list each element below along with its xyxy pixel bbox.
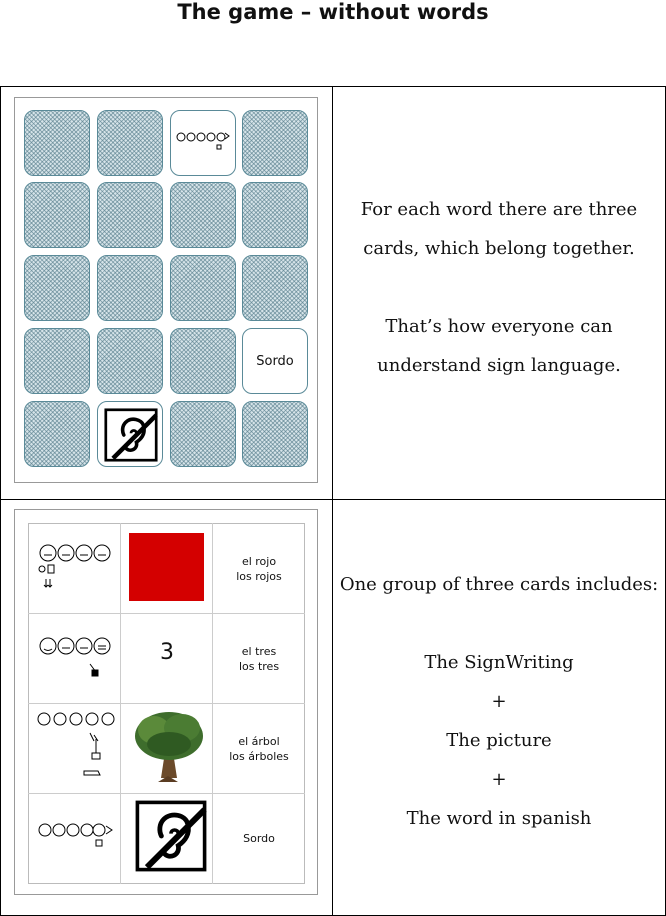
page-title: The game – without words [177, 0, 489, 24]
memory-card[interactable] [242, 255, 308, 321]
word-cell-tres [213, 644, 305, 674]
description-top [334, 190, 664, 385]
memory-card[interactable] [242, 182, 308, 248]
memory-card-word[interactable] [242, 328, 308, 394]
grid-line [28, 703, 305, 704]
word-singular: Sordo [243, 832, 275, 845]
word-singular: el tres [241, 645, 277, 658]
grid-line [28, 793, 305, 794]
description-line: The SignWriting [424, 652, 574, 673]
memory-card[interactable] [97, 328, 163, 394]
word-singular: el árbol [238, 735, 280, 748]
memory-card[interactable] [170, 255, 236, 321]
signwriting-rojo-icon [36, 541, 116, 591]
word-cell-arbol [213, 734, 305, 764]
description-line: The word in spanish [406, 808, 592, 829]
memory-card[interactable] [170, 328, 236, 394]
memory-card-signwriting[interactable] [170, 110, 236, 176]
deaf-symbol-picture-icon [135, 800, 207, 872]
memory-card[interactable] [170, 401, 236, 467]
word-plural: los rojos [236, 570, 282, 583]
number-picture: 3 [160, 640, 174, 665]
signwriting-sordo-icon [36, 822, 116, 852]
signwriting-sordo-icon [171, 111, 235, 175]
memory-card[interactable] [24, 182, 90, 248]
memory-card[interactable] [24, 255, 90, 321]
word-cell-rojo [213, 554, 305, 584]
description-line: For each word there are three [360, 199, 638, 220]
memory-card[interactable] [24, 401, 90, 467]
word-plural: los tres [238, 660, 280, 673]
description-line: One group of three cards includes: [339, 574, 659, 595]
table-divider-horizontal [0, 499, 666, 500]
tree-picture-icon [132, 708, 206, 784]
word-singular: el rojo [241, 555, 277, 568]
deaf-symbol-icon [104, 408, 158, 462]
memory-card[interactable] [242, 401, 308, 467]
description-line [334, 604, 664, 643]
memory-card[interactable] [242, 110, 308, 176]
description-line: That’s how everyone can [385, 316, 613, 337]
memory-card-word-text: Sordo [256, 353, 294, 369]
memory-card[interactable] [97, 182, 163, 248]
table-divider-vertical [332, 86, 333, 916]
word-cell-sordo [213, 831, 305, 846]
description-line: understand sign language. [377, 355, 621, 376]
red-square-picture [129, 533, 204, 601]
grid-line [28, 613, 305, 614]
description-line [334, 268, 664, 307]
description-line: cards, which belong together. [363, 238, 635, 259]
memory-card[interactable] [24, 110, 90, 176]
memory-card[interactable] [24, 328, 90, 394]
word-plural: los árboles [229, 750, 289, 763]
description-line: + [491, 769, 507, 790]
signwriting-arbol-icon [34, 711, 118, 785]
memory-card[interactable] [170, 182, 236, 248]
description-line: The picture [446, 730, 552, 751]
description-line: + [491, 691, 507, 712]
memory-card[interactable] [97, 110, 163, 176]
memory-card-picture[interactable] [97, 401, 163, 467]
memory-card[interactable] [97, 255, 163, 321]
signwriting-tres-icon [36, 634, 116, 684]
description-bottom [334, 565, 664, 838]
